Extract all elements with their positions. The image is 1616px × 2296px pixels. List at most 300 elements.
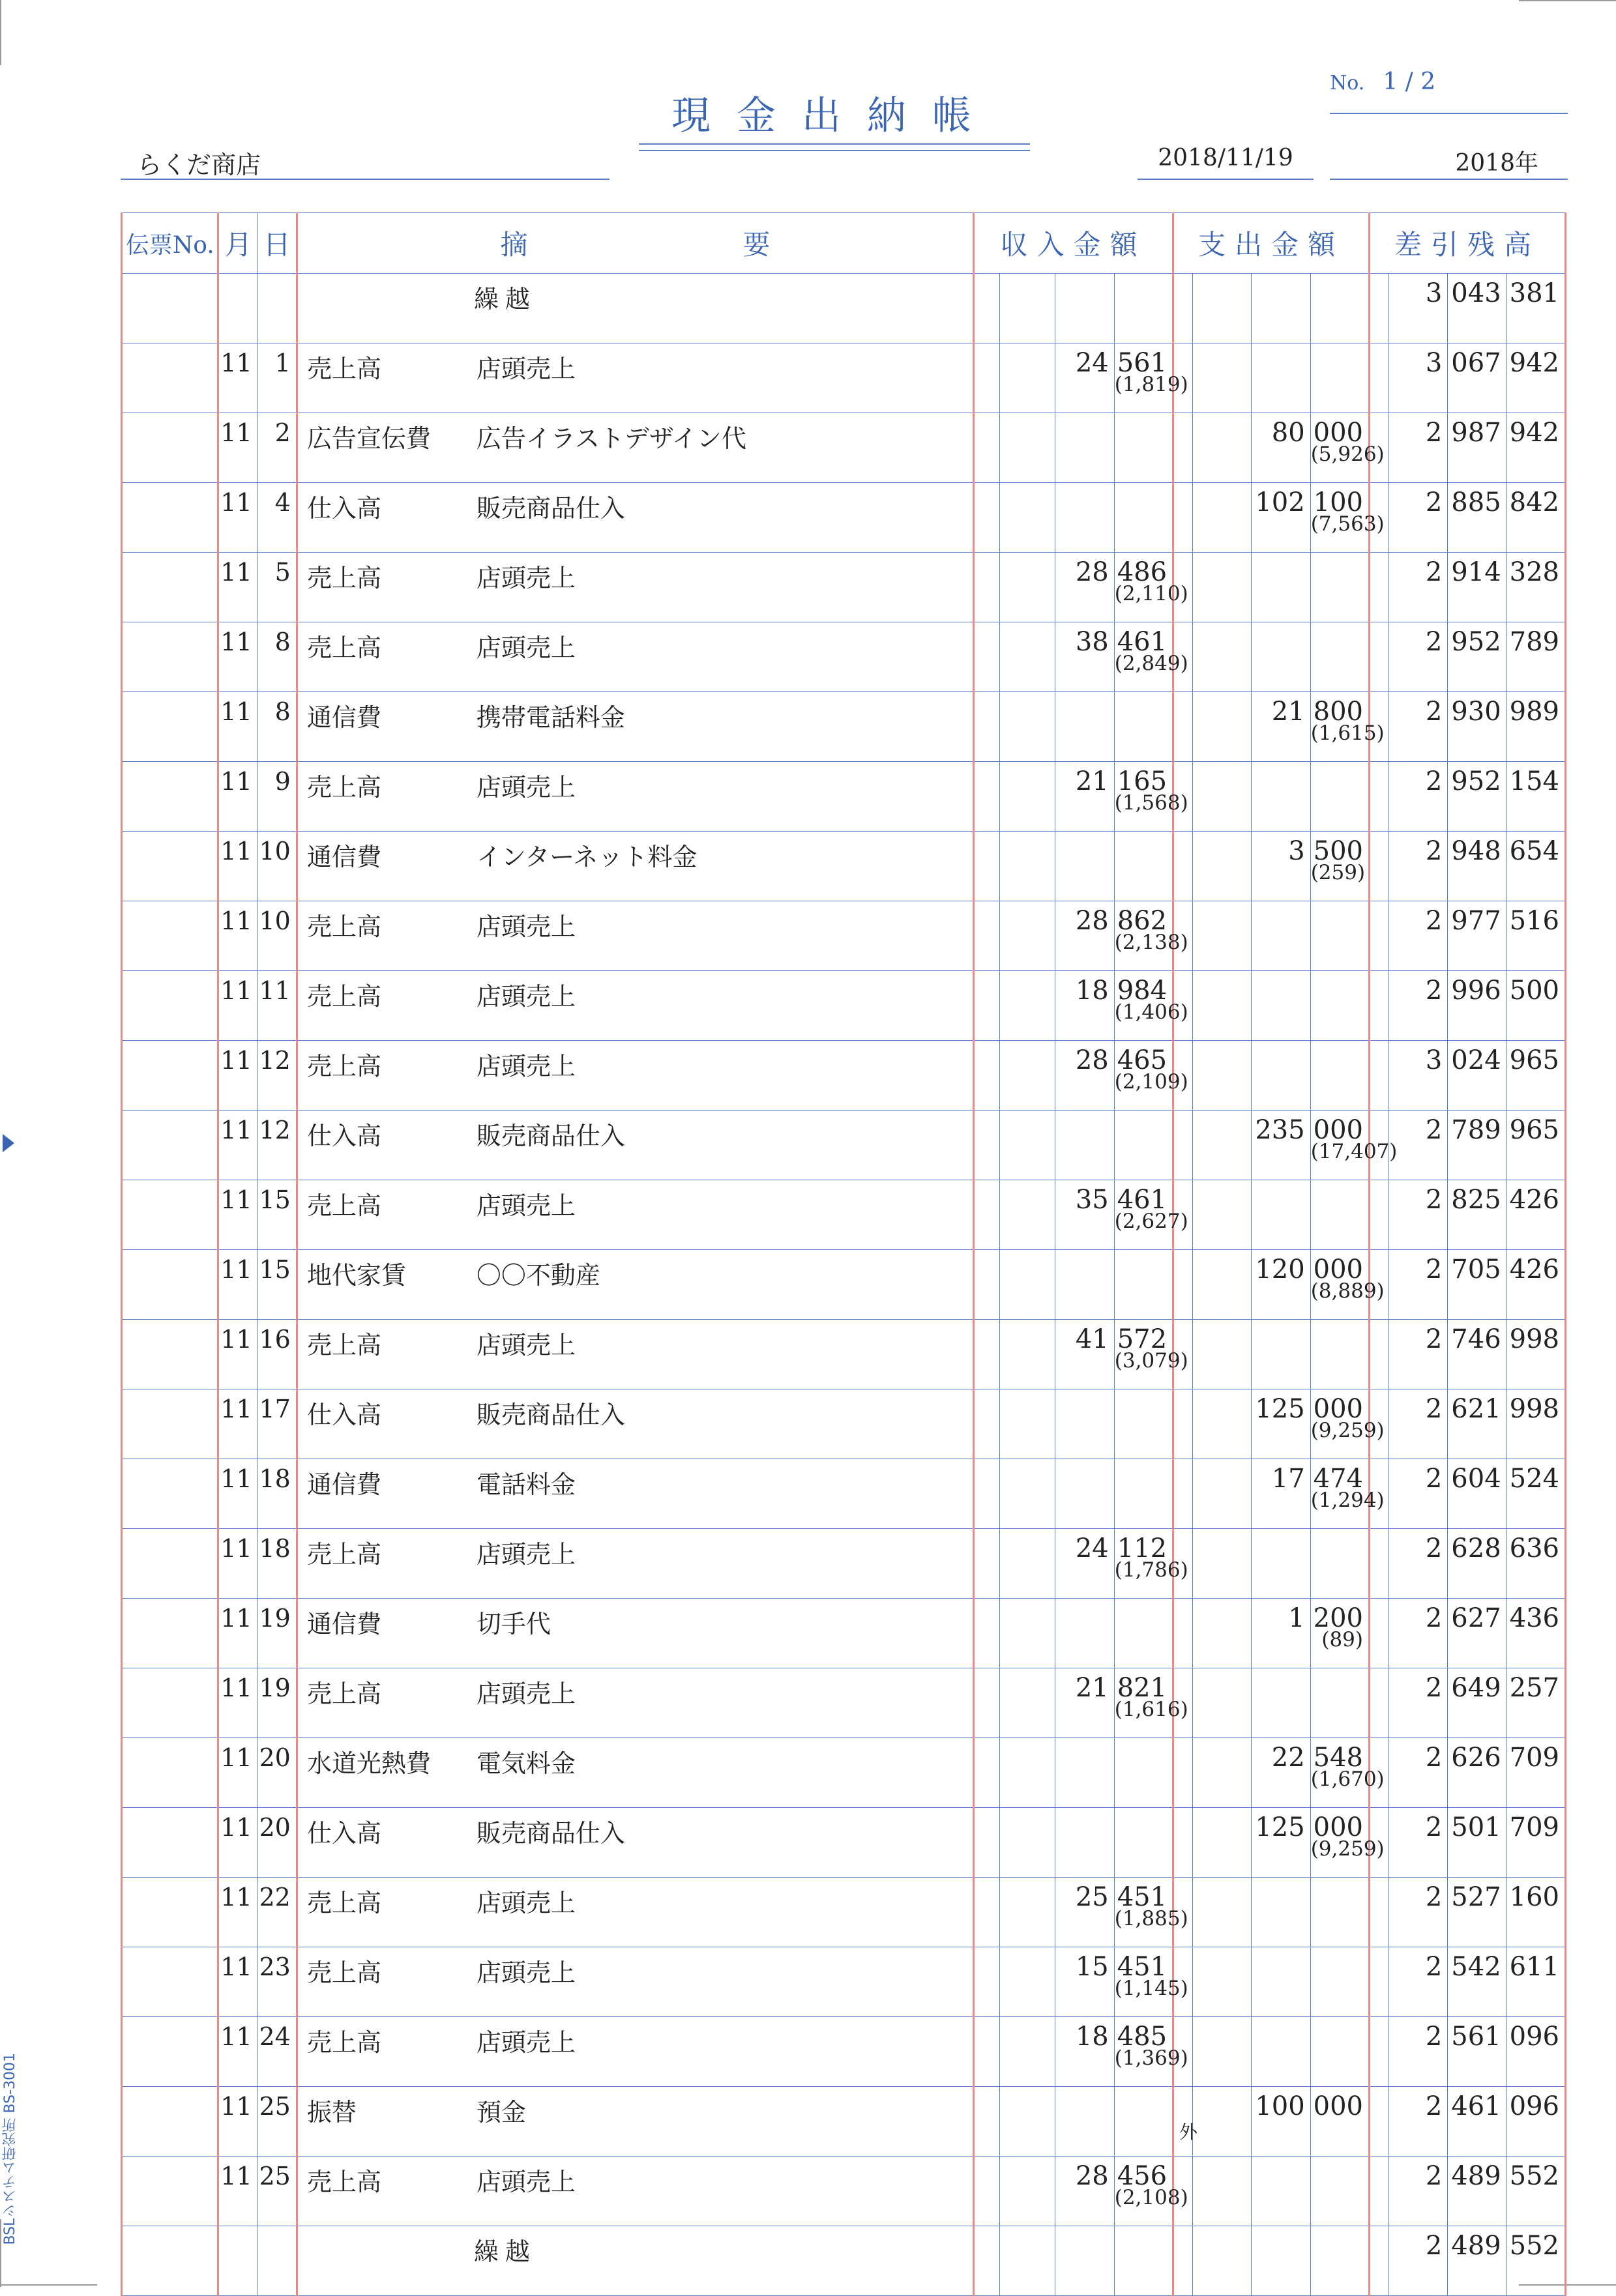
- voucher-cell: [122, 1529, 218, 1599]
- account-name: 通信費: [306, 703, 381, 732]
- balance-units: 942: [1509, 348, 1559, 378]
- voucher-cell: [122, 2017, 218, 2087]
- shop-underline: [121, 179, 610, 180]
- account-name: 売上高: [306, 1191, 381, 1220]
- expense-thousands: 80: [1271, 418, 1305, 448]
- balance-units: 096: [1509, 2022, 1559, 2052]
- income-tax: (2,110): [1114, 582, 1188, 605]
- expense-thousands: [1252, 901, 1304, 907]
- table-row: [122, 1878, 1566, 1947]
- voucher-cell: [122, 1599, 218, 1668]
- expense-tax: (1,670): [1310, 1767, 1385, 1791]
- month-cell: 11: [218, 1599, 257, 1668]
- balance-units: 516: [1509, 906, 1559, 936]
- month-cell: 11: [218, 343, 257, 413]
- day-cell: 20: [257, 1738, 297, 1808]
- income-thousands: [1055, 1459, 1108, 1464]
- balance-millions: 2: [1425, 627, 1443, 657]
- income-units: [1115, 1250, 1167, 1255]
- table-row: [122, 2157, 1566, 2226]
- day-cell: 23: [257, 1947, 297, 2017]
- month-cell: 11: [218, 832, 257, 901]
- income-units: 486: [1117, 557, 1168, 587]
- day-cell: 19: [257, 1668, 297, 1738]
- day-cell: 10: [257, 832, 297, 901]
- day-cell: 25: [257, 2087, 297, 2157]
- expense-units: [1311, 2157, 1363, 2162]
- income-thousands: 28: [1075, 2161, 1109, 2191]
- balance-millions: 3: [1425, 1045, 1443, 1075]
- expense-thousands: [1252, 1668, 1304, 1674]
- expense-units: 000: [1313, 1812, 1363, 1842]
- expense-thousands: [1252, 343, 1304, 349]
- expense-units: 500: [1313, 836, 1363, 866]
- expense-units: 800: [1313, 697, 1363, 727]
- balance-thousands: 914: [1451, 557, 1501, 587]
- carry-forward-label: 繰越: [297, 2226, 973, 2296]
- income-units: [1115, 1111, 1167, 1116]
- balance-thousands: 604: [1451, 1464, 1501, 1494]
- balance-millions: 2: [1425, 1743, 1443, 1773]
- income-units: 821: [1117, 1673, 1168, 1703]
- month-cell: 11: [218, 1320, 257, 1389]
- expense-units: [1311, 971, 1363, 976]
- expense-thousands: [1252, 1878, 1304, 1883]
- day-cell: 1: [257, 343, 297, 413]
- income-units: [1115, 2087, 1167, 2092]
- voucher-cell: [122, 2157, 218, 2226]
- title-underline: [639, 150, 1030, 151]
- table-row: [122, 1389, 1566, 1459]
- expense-units: [1311, 1041, 1363, 1046]
- income-units: [1115, 692, 1167, 697]
- balance-thousands: 789: [1451, 1115, 1501, 1145]
- description: 店頭売上: [476, 1331, 576, 1359]
- balance-units: 154: [1509, 766, 1559, 796]
- balance-units: 611: [1509, 1952, 1559, 1982]
- voucher-cell: [122, 692, 218, 762]
- voucher-cell: [122, 1389, 218, 1459]
- balance-thousands: 952: [1451, 627, 1501, 657]
- account-name: 振替: [306, 2098, 357, 2127]
- balance-millions: 2: [1425, 836, 1443, 866]
- description: 販売商品仕入: [476, 1122, 625, 1150]
- account-name: 売上高: [306, 2168, 381, 2196]
- expense-units: 474: [1313, 1464, 1363, 1494]
- income-thousands: 38: [1075, 627, 1109, 657]
- expense-units: [1311, 1529, 1363, 1534]
- expense-units: 000: [1313, 418, 1363, 448]
- expense-thousands: 100: [1255, 2091, 1305, 2121]
- col-day: 日: [257, 213, 297, 274]
- balance-thousands: 649: [1451, 1673, 1501, 1703]
- balance-thousands: 461: [1451, 2091, 1501, 2121]
- description: インターネット料金: [476, 843, 698, 871]
- month-cell: 11: [218, 1668, 257, 1738]
- month-cell: 11: [218, 901, 257, 971]
- balance-units: 965: [1509, 1115, 1559, 1145]
- description: 店頭売上: [476, 773, 576, 802]
- account-name: 売上高: [306, 1679, 381, 1708]
- col-voucher: 伝票No.: [122, 213, 218, 274]
- voucher-cell: [122, 832, 218, 901]
- expense-thousands: [1252, 1180, 1304, 1185]
- balance-millions: 2: [1425, 1115, 1443, 1145]
- day-cell: 17: [257, 1389, 297, 1459]
- income-units: [1115, 832, 1167, 837]
- income-units: 461: [1117, 627, 1168, 657]
- income-thousands: [1055, 1111, 1108, 1116]
- income-thousands: 18: [1075, 976, 1109, 1006]
- income-units: 561: [1117, 348, 1168, 378]
- balance-millions: 2: [1425, 906, 1443, 936]
- description: 広告イラストデザイン代: [476, 424, 747, 453]
- account-name: 仕入高: [306, 1122, 381, 1150]
- description: 店頭売上: [476, 2168, 576, 2196]
- balance-thousands: 489: [1451, 2231, 1501, 2261]
- expense-units: 000: [1313, 1394, 1363, 1424]
- balance-millions: 2: [1425, 1324, 1443, 1354]
- expense-units: [1311, 901, 1363, 907]
- expense-tax: (7,563): [1310, 512, 1385, 536]
- account-name: 通信費: [306, 1610, 381, 1638]
- income-tax: (1,786): [1114, 1558, 1188, 1582]
- expense-units: [1311, 1668, 1363, 1674]
- description: 店頭売上: [476, 355, 576, 383]
- expense-thousands: [1252, 971, 1304, 976]
- income-units: [1115, 1599, 1167, 1604]
- col-summary-2: 要: [742, 229, 771, 261]
- account-name: 売上高: [306, 773, 381, 802]
- balance-thousands: 043: [1451, 278, 1501, 308]
- balance-millions: 2: [1425, 1533, 1443, 1563]
- day-cell: 8: [257, 622, 297, 692]
- carry-forward-row: [122, 2226, 1566, 2296]
- col-summary-1: 摘: [500, 229, 528, 261]
- balance-thousands: 626: [1451, 1743, 1501, 1773]
- balance-thousands: 885: [1451, 487, 1501, 517]
- voucher-cell: [122, 762, 218, 832]
- expense-units: [1311, 1180, 1363, 1185]
- day-cell: 22: [257, 1878, 297, 1947]
- income-tax: (2,627): [1114, 1210, 1188, 1233]
- table-row: [122, 832, 1566, 901]
- voucher-cell: [122, 1459, 218, 1529]
- balance-units: 426: [1509, 1185, 1559, 1215]
- balance-units: 942: [1509, 418, 1559, 448]
- account-name: 売上高: [306, 355, 381, 383]
- income-tax: (2,108): [1114, 2186, 1188, 2209]
- day-cell: 20: [257, 1808, 297, 1878]
- page-number: [1330, 68, 1435, 95]
- voucher-cell: [122, 2087, 218, 2157]
- balance-units: 436: [1509, 1603, 1559, 1633]
- day-cell: 25: [257, 2157, 297, 2226]
- income-units: [1115, 1808, 1167, 1813]
- account-name: 売上高: [306, 633, 381, 662]
- expense-thousands: 120: [1255, 1255, 1305, 1285]
- day-cell: 19: [257, 1599, 297, 1668]
- month-cell: 11: [218, 2017, 257, 2087]
- day-cell: 5: [257, 553, 297, 622]
- balance-thousands: 542: [1451, 1952, 1501, 1982]
- page-title: 現金出納帳: [671, 93, 997, 139]
- balance-millions: 2: [1425, 2161, 1443, 2191]
- expense-tax: (9,259): [1310, 1419, 1385, 1442]
- table-row: [122, 692, 1566, 762]
- income-units: 862: [1117, 906, 1168, 936]
- expense-units: [1311, 622, 1363, 628]
- month-cell: 11: [218, 971, 257, 1041]
- publisher-text: BSLシステム研究所 BS-3001: [2, 2053, 18, 2245]
- income-thousands: 28: [1075, 906, 1109, 936]
- description: 切手代: [476, 1610, 551, 1638]
- balance-thousands: 627: [1451, 1603, 1501, 1633]
- account-name: 仕入高: [306, 1819, 381, 1848]
- carry-forward-row: [122, 274, 1566, 343]
- balance-millions: 2: [1425, 1812, 1443, 1842]
- balance-units: 842: [1509, 487, 1559, 517]
- voucher-cell: [122, 1250, 218, 1320]
- expense-thousands: [1252, 1947, 1304, 1953]
- table-row: [122, 553, 1566, 622]
- expense-units: [1311, 553, 1363, 558]
- balance-millions: 2: [1425, 418, 1443, 448]
- carry-forward-label: 繰越: [297, 274, 973, 343]
- expense-units: 548: [1313, 1743, 1363, 1773]
- month-cell: 11: [218, 1738, 257, 1808]
- balance-units: 636: [1509, 1533, 1559, 1563]
- balance-units: 998: [1509, 1394, 1559, 1424]
- day-cell: 24: [257, 2017, 297, 2087]
- expense-thousands: 102: [1255, 487, 1305, 517]
- description: 販売商品仕入: [476, 1819, 625, 1848]
- shop-name: らくだ商店: [137, 151, 261, 179]
- expense-units: [1311, 343, 1363, 349]
- day-cell: 11: [257, 971, 297, 1041]
- outside-tax-mark: 外: [1179, 2121, 1198, 2143]
- voucher-cell: [122, 1808, 218, 1878]
- income-tax: (1,145): [1114, 1977, 1188, 2000]
- balance-thousands: 067: [1451, 348, 1501, 378]
- day-cell: 9: [257, 762, 297, 832]
- year-underline: [1330, 179, 1568, 180]
- income-tax: (1,568): [1114, 791, 1188, 815]
- income-thousands: 21: [1075, 766, 1109, 796]
- expense-thousands: 235: [1255, 1115, 1305, 1145]
- balance-units: 552: [1509, 2231, 1559, 2261]
- income-thousands: [1055, 1808, 1108, 1813]
- crop-mark: [0, 2284, 97, 2286]
- income-units: 465: [1117, 1045, 1168, 1075]
- month-cell: 11: [218, 1041, 257, 1111]
- expense-units: 000: [1313, 1115, 1363, 1145]
- month-cell: 11: [218, 622, 257, 692]
- expense-tax: (1,294): [1310, 1489, 1385, 1512]
- balance-thousands: 996: [1451, 976, 1501, 1006]
- account-name: 売上高: [306, 1540, 381, 1569]
- table-header: [122, 213, 1566, 274]
- income-thousands: [1055, 413, 1108, 418]
- day-cell: 15: [257, 1180, 297, 1250]
- balance-millions: 2: [1425, 976, 1443, 1006]
- month-cell: 11: [218, 1459, 257, 1529]
- voucher-cell: [122, 1738, 218, 1808]
- account-name: 売上高: [306, 1958, 381, 1987]
- balance-units: 552: [1509, 2161, 1559, 2191]
- day-cell: 8: [257, 692, 297, 762]
- account-name: 水道光熱費: [306, 1749, 431, 1778]
- month-cell: 11: [218, 483, 257, 553]
- balance-thousands: 501: [1451, 1812, 1501, 1842]
- expense-units: 000: [1313, 2091, 1363, 2121]
- balance-millions: 2: [1425, 1394, 1443, 1424]
- income-thousands: 41: [1075, 1324, 1109, 1354]
- table-row: [122, 483, 1566, 553]
- day-cell: 18: [257, 1529, 297, 1599]
- table-row: [122, 1738, 1566, 1808]
- income-units: [1115, 1459, 1167, 1464]
- expense-thousands: [1252, 553, 1304, 558]
- account-name: 売上高: [306, 1331, 381, 1359]
- account-name: 通信費: [306, 1470, 381, 1499]
- table-row: [122, 1947, 1566, 2017]
- balance-thousands: 705: [1451, 1255, 1501, 1285]
- voucher-cell: [122, 1180, 218, 1250]
- balance-units: 257: [1509, 1673, 1559, 1703]
- month-cell: 11: [218, 1529, 257, 1599]
- income-thousands: 35: [1075, 1185, 1109, 1215]
- balance-units: 328: [1509, 557, 1559, 587]
- table-row: [122, 1529, 1566, 1599]
- year: 2018年: [1455, 150, 1538, 177]
- income-thousands: [1055, 832, 1108, 837]
- income-units: 112: [1117, 1533, 1168, 1563]
- col-expense: 支出金額: [1173, 213, 1370, 274]
- expense-thousands: [1252, 1320, 1304, 1325]
- balance-millions: 2: [1425, 2091, 1443, 2121]
- expense-units: 200: [1313, 1603, 1363, 1633]
- table-row: [122, 2017, 1566, 2087]
- expense-thousands: 125: [1255, 1394, 1305, 1424]
- account-name: 地代家賃: [306, 1261, 406, 1290]
- description: 電話料金: [476, 1470, 576, 1499]
- month-cell: 11: [218, 692, 257, 762]
- expense-units: [1311, 1320, 1363, 1325]
- description: 店頭売上: [476, 633, 576, 662]
- voucher-cell: [122, 483, 218, 553]
- table-row: [122, 1041, 1566, 1111]
- balance-units: 524: [1509, 1464, 1559, 1494]
- income-thousands: 18: [1075, 2022, 1109, 2052]
- date: 2018/11/19: [1158, 145, 1293, 171]
- day-cell: 18: [257, 1459, 297, 1529]
- balance-millions: 2: [1425, 1882, 1443, 1912]
- income-tax: (2,849): [1114, 652, 1188, 675]
- expense-thousands: [1252, 2157, 1304, 2162]
- income-tax: (2,138): [1114, 931, 1188, 954]
- expense-tax: (9,259): [1310, 1837, 1385, 1861]
- income-thousands: 24: [1075, 348, 1109, 378]
- expense-units: [1311, 1878, 1363, 1883]
- balance-units: 989: [1509, 697, 1559, 727]
- balance-thousands: 930: [1451, 697, 1501, 727]
- income-thousands: 15: [1075, 1952, 1109, 1982]
- day-cell: 12: [257, 1041, 297, 1111]
- income-units: 461: [1117, 1185, 1168, 1215]
- description: 店頭売上: [476, 982, 576, 1011]
- expense-thousands: [1252, 2017, 1304, 2022]
- account-name: 仕入高: [306, 1401, 381, 1429]
- account-name: 売上高: [306, 982, 381, 1011]
- month-cell: 11: [218, 413, 257, 483]
- income-tax: (1,616): [1114, 1698, 1188, 1721]
- balance-millions: 2: [1425, 1952, 1443, 1982]
- expense-units: 100: [1313, 487, 1363, 517]
- account-name: 売上高: [306, 1889, 381, 1917]
- description: 店頭売上: [476, 1540, 576, 1569]
- expense-thousands: [1252, 1041, 1304, 1046]
- table-row: [122, 901, 1566, 971]
- income-units: 451: [1117, 1882, 1168, 1912]
- account-name: 広告宣伝費: [306, 424, 431, 453]
- balance-units: 426: [1509, 1255, 1559, 1285]
- balance-thousands: 628: [1451, 1533, 1501, 1563]
- description: 店頭売上: [476, 1191, 576, 1220]
- balance-millions: 2: [1425, 766, 1443, 796]
- table-row: [122, 1599, 1566, 1668]
- day-cell: 16: [257, 1320, 297, 1389]
- table-row: [122, 2087, 1566, 2157]
- income-tax: (2,109): [1114, 1070, 1188, 1094]
- voucher-cell: [122, 413, 218, 483]
- balance-units: 160: [1509, 1882, 1559, 1912]
- expense-tax: (1,615): [1310, 721, 1385, 745]
- description: 店頭売上: [476, 1052, 576, 1081]
- expense-tax: (259): [1310, 861, 1366, 884]
- income-units: [1115, 413, 1167, 418]
- balance-units: 709: [1509, 1743, 1559, 1773]
- expense-thousands: 125: [1255, 1812, 1305, 1842]
- month-cell: 11: [218, 2087, 257, 2157]
- income-units: 451: [1117, 1952, 1168, 1982]
- balance-thousands: 952: [1451, 766, 1501, 796]
- balance-units: 965: [1509, 1045, 1559, 1075]
- page-number-underline: [1330, 113, 1568, 114]
- balance-thousands: 987: [1451, 418, 1501, 448]
- income-thousands: 28: [1075, 1045, 1109, 1075]
- account-name: 売上高: [306, 2028, 381, 2057]
- balance-thousands: 024: [1451, 1045, 1501, 1075]
- expense-thousands: 1: [1288, 1603, 1305, 1633]
- balance-thousands: 621: [1451, 1394, 1501, 1424]
- expense-units: 000: [1313, 1255, 1363, 1285]
- balance-thousands: 948: [1451, 836, 1501, 866]
- description: 販売商品仕入: [476, 1401, 625, 1429]
- month-cell: 11: [218, 1808, 257, 1878]
- balance-thousands: 746: [1451, 1324, 1501, 1354]
- table-row: [122, 971, 1566, 1041]
- month-cell: 11: [218, 1389, 257, 1459]
- balance-thousands: 489: [1451, 2161, 1501, 2191]
- month-cell: 11: [218, 553, 257, 622]
- balance-units: 709: [1509, 1812, 1559, 1842]
- description: 店頭売上: [476, 912, 576, 941]
- balance-millions: 2: [1425, 2022, 1443, 2052]
- balance-thousands: 977: [1451, 906, 1501, 936]
- income-tax: (1,369): [1114, 2046, 1188, 2070]
- expense-thousands: 3: [1288, 836, 1305, 866]
